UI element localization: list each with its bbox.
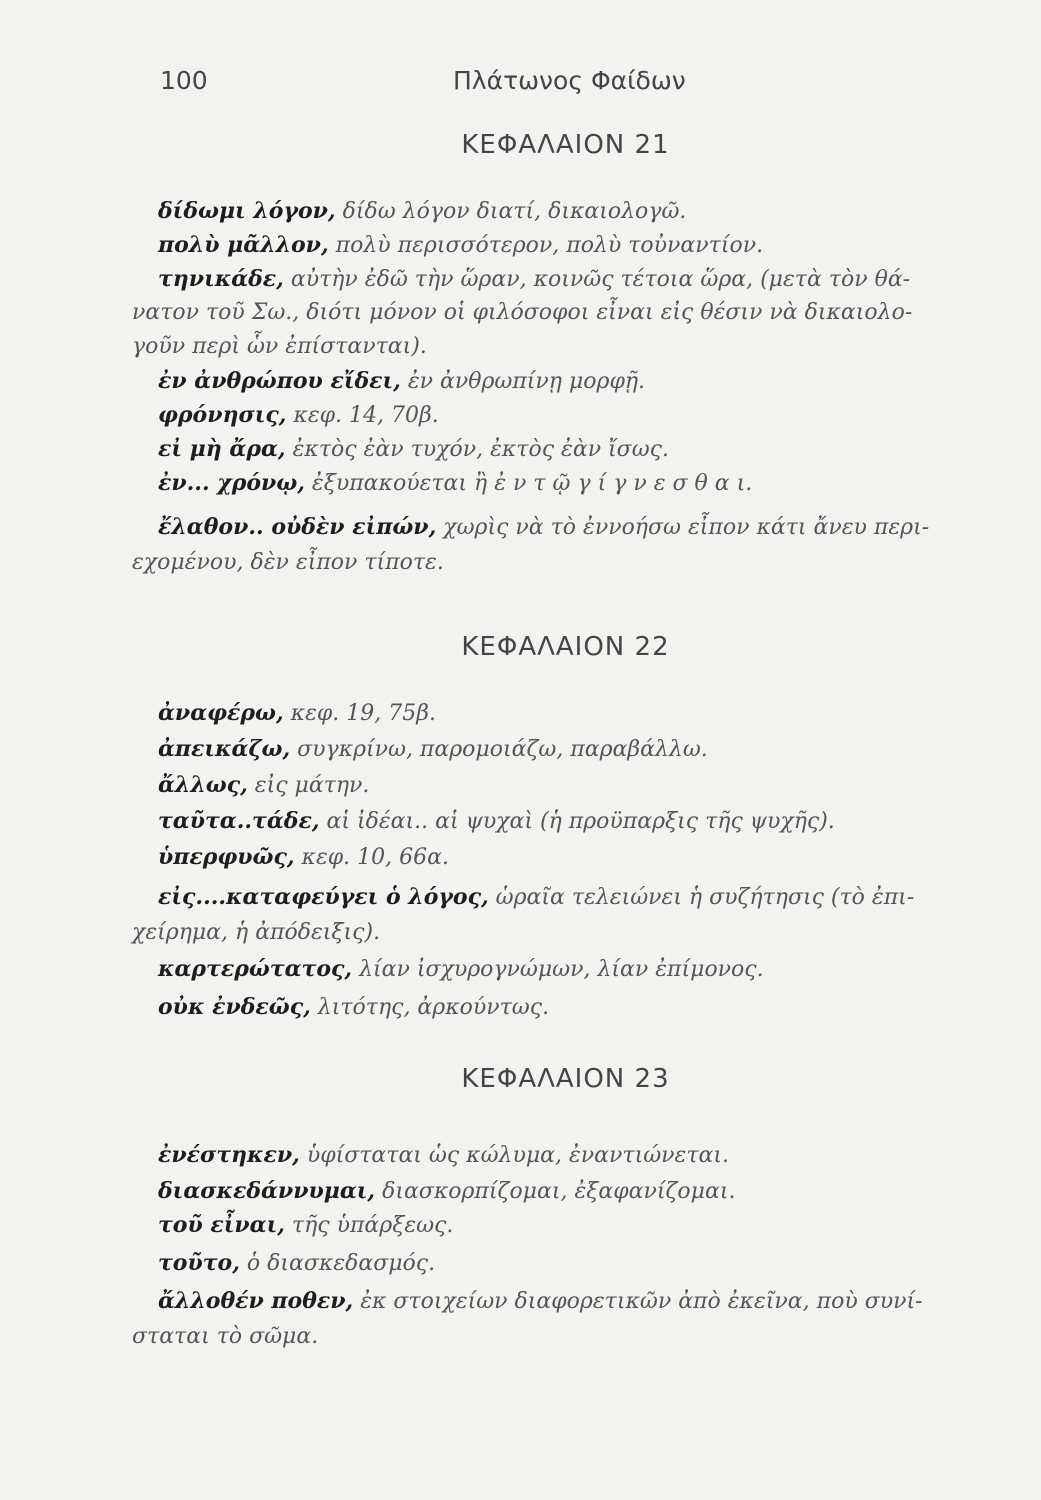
entry-lemma: ἐνέστηκεν,	[158, 1142, 300, 1168]
entry-gloss: εἰς μάτην.	[254, 773, 370, 798]
entry-gloss: κεφ. 14, 70β.	[293, 403, 439, 428]
glossary-entry	[158, 364, 1018, 399]
entry-lemma: ἀναφέρω,	[158, 700, 284, 726]
entry-gloss: ἐκτὸς ἐὰν τυχόν, ἐκτὸς ἐὰν ἴσως.	[292, 437, 669, 462]
entry-lemma: ἐν... χρόνῳ,	[158, 470, 305, 496]
glossary-entry	[158, 990, 1018, 1025]
glossary-entry	[158, 1138, 1018, 1173]
glossary-entry	[158, 510, 1018, 545]
entry-gloss: συγκρίνω, παρομοιάζω, παραβάλλω.	[297, 737, 708, 762]
entry-lemma: τοῦ εἶναι,	[158, 1212, 285, 1238]
glossary-entry	[158, 880, 1018, 915]
entry-gloss: τῆς ὑπάρξεως.	[291, 1213, 454, 1238]
entry-gloss: ὑφίσταται ὡς κώλυμα, ἐναντιώνεται.	[306, 1143, 729, 1168]
entry-gloss: λιτότης, ἀρκούντως.	[317, 995, 550, 1020]
glossary-entry	[158, 262, 1018, 297]
glossary-entry	[158, 228, 1018, 263]
running-title: Πλάτωνος Φαίδων	[453, 66, 686, 95]
entry-continuation: γοῦν περὶ ὧν ἐπίστανται).	[132, 334, 427, 359]
entry-continuation: σταται τὸ σῶμα.	[132, 1324, 319, 1349]
chapter-heading: ΚΕΦΑΛΑΙΟΝ 22	[461, 632, 670, 662]
glossary-entry	[158, 398, 1018, 433]
entry-lemma: δίδωμι λόγον,	[158, 198, 336, 224]
entry-gloss: δίδω λόγον διατί, δικαιολογῶ.	[342, 199, 687, 224]
chapter-heading: ΚΕΦΑΛΑΙΟΝ 21	[461, 130, 670, 160]
entry-continuation: νατον τοῦ Σω., διότι μόνον οἱ φιλόσοφοι εἶναι εἰς θέσιν νὰ δικαιολο-	[132, 300, 913, 325]
entry-lemma: εἰ μὴ ἄρα,	[158, 436, 286, 462]
entry-lemma: ἄλλοθέν ποθεν,	[158, 1288, 354, 1314]
entry-gloss: κεφ. 10, 66α.	[301, 845, 449, 870]
entry-gloss: ὡραῖα τελειώνει ἡ συζήτησις (τὸ ἐπι-	[495, 885, 915, 910]
glossary-entry	[158, 432, 1018, 467]
entry-gloss: ἐν ἀνθρωπίνῃ μορφῇ.	[407, 369, 646, 394]
page-header	[160, 66, 720, 106]
entry-gloss: ὁ διασκεδασμός.	[246, 1251, 436, 1276]
glossary-entry	[158, 1246, 1018, 1281]
glossary-entry	[158, 696, 1018, 731]
glossary-entry	[158, 804, 1018, 839]
entry-lemma: τηνικάδε,	[158, 266, 284, 292]
entry-lemma: ὑπερφυῶς,	[158, 844, 295, 870]
glossary-entry	[158, 840, 1018, 875]
entry-continuation: εχομένου, δὲν εἶπον τίποτε.	[132, 550, 444, 575]
entry-gloss: κεφ. 19, 75β.	[290, 701, 436, 726]
entry-lemma: ἔλαθον.. οὐδὲν εἰπών,	[158, 514, 437, 540]
entry-lemma: ἐν ἀνθρώπου εἴδει,	[158, 368, 401, 394]
glossary-entry	[158, 1174, 1018, 1209]
entry-lemma: ταῦτα..τάδε,	[158, 808, 320, 834]
glossary-entry	[158, 768, 1018, 803]
chapter-heading: ΚΕΦΑΛΑΙΟΝ 23	[461, 1064, 670, 1094]
entry-lemma: οὐκ ἐνδεῶς,	[158, 994, 311, 1020]
entry-lemma: τοῦτο,	[158, 1250, 240, 1276]
entry-lemma: εἰς....καταφεύγει ὁ λόγος,	[158, 884, 489, 910]
entry-gloss: ἐκ στοιχείων διαφορετικῶν ἀπὸ ἐκεῖνα, ποὺ συνί-	[360, 1289, 923, 1314]
entry-gloss: πολὺ περισσότερον, πολὺ τοὐναντίον.	[335, 233, 764, 258]
entry-gloss: ἐξυπακούεται ἢ ἐ ν τ ῷ γ ί γ ν ε σ θ α ι.	[311, 471, 753, 496]
entry-lemma: καρτερώτατος,	[158, 956, 353, 982]
entry-gloss: χωρὶς νὰ τὸ ἐννοήσω εἶπον κάτι ἄνευ περι-	[443, 515, 930, 540]
glossary-entry	[158, 194, 1018, 229]
glossary-entry	[158, 952, 1018, 987]
entry-continuation: χείρημα, ἡ ἀπόδειξις).	[132, 920, 381, 945]
page-number: 100	[160, 66, 208, 95]
glossary-entry	[158, 466, 1018, 501]
entry-lemma: ἀπεικάζω,	[158, 736, 291, 762]
entry-lemma: πολὺ μᾶλλον,	[158, 232, 329, 258]
entry-lemma: φρόνησις,	[158, 402, 287, 428]
glossary-entry	[158, 1208, 1018, 1243]
entry-gloss: αἱ ἰδέαι.. αἱ ψυχαὶ (ἡ προϋπαρξις τῆς ψυχῆς).	[326, 809, 835, 834]
entry-gloss: αὐτὴν ἐδῶ τὴν ὥραν, κοινῶς τέτοια ὥρα, (μετὰ τὸν θά-	[290, 267, 911, 292]
entry-gloss: διασκορπίζομαι, ἐξαφανίζομαι.	[382, 1179, 736, 1204]
entry-lemma: ἄλλως,	[158, 772, 248, 798]
entry-lemma: διασκεδάννυμαι,	[158, 1178, 376, 1204]
glossary-entry	[158, 1284, 1018, 1319]
entry-gloss: λίαν ἰσχυρογνώμων, λίαν ἐπίμονος.	[359, 957, 764, 982]
glossary-entry	[158, 732, 1018, 767]
